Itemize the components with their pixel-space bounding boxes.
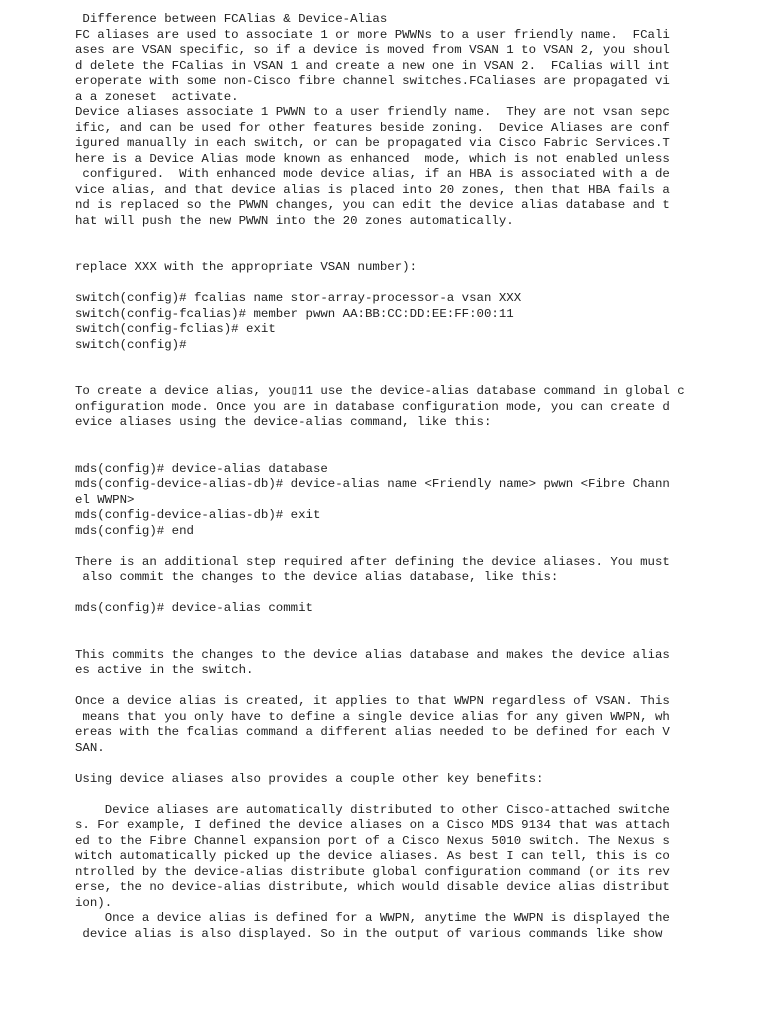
text-line: This commits the changes to the device alias database and makes the device alias — [75, 647, 670, 662]
text-line: device alias is also displayed. So in the output of various commands like show — [75, 926, 663, 941]
text-line: vice alias, and that device alias is placed into 20 zones, then that HBA fails a — [75, 182, 670, 197]
text-line: onfiguration mode. Once you are in database configuration mode, you can create d — [75, 399, 670, 414]
blank-line — [75, 586, 755, 602]
text-line: es active in the switch. — [75, 663, 254, 677]
code-line: mds(config)# end — [75, 523, 194, 538]
text-line: a a zoneset activate. — [75, 89, 239, 104]
text-line: ion). — [75, 895, 113, 910]
text-line: nd is replaced so the PWWN changes, you can edit the device alias database and t — [75, 198, 670, 212]
text-line: ific, and can be used for other features beside zoning. Device Aliases are conf — [75, 120, 670, 135]
blank-line — [75, 632, 755, 648]
text-line: also commit the changes to the device alias database, like this: — [75, 570, 559, 584]
blank-line — [75, 431, 755, 447]
text-line: Once a device alias is defined for a WWPN, anytime the WWPN is displayed the — [75, 911, 670, 925]
code-line: mds(config)# device-alias database — [75, 461, 328, 476]
text-line: ases are VSAN specific, so if a device is moved from VSAN 1 to VSAN 2, you shoul — [75, 43, 670, 57]
doc-title: Difference between FCAlias & Device-Alias — [75, 12, 388, 26]
code-line: mds(config)# device-alias commit — [75, 601, 313, 615]
code-line: switch(config)# fcalias name stor-array-processor-a vsan XXX — [75, 291, 522, 305]
blank-line — [75, 276, 755, 292]
blank-line — [75, 539, 755, 555]
blank-line — [75, 369, 755, 385]
blank-line — [75, 787, 755, 803]
text-line: igured manually in each switch, or can be propagated via Cisco Fabric Services.T — [75, 136, 670, 150]
code-line: mds(config-device-alias-db)# exit — [75, 508, 321, 522]
text-line: Using device aliases also provides a couple other key benefits: — [75, 771, 544, 786]
text-line: SAN. — [75, 740, 105, 755]
blank-line — [75, 245, 755, 261]
text-line: erse, the no device-alias distribute, which would disable device alias distribut — [75, 880, 670, 894]
text-line: hat will push the new PWWN into the 20 zones automatically. — [75, 213, 514, 228]
text-line: Once a device alias is created, it applies to that WWPN regardless of VSAN. This — [75, 694, 670, 708]
text-line: witch automatically picked up the device aliases. As best I can tell, this is co — [75, 849, 670, 863]
text-line: configured. With enhanced mode device alias, if an HBA is associated with a de — [75, 167, 670, 181]
text-line: ntrolled by the device-alias distribute global configuration command (or its rev — [75, 864, 670, 879]
code-line: switch(config)# — [75, 337, 187, 352]
text-line: means that you only have to define a single device alias for any given WWPN, wh — [75, 709, 670, 724]
code-line: el WWPN> — [75, 492, 135, 507]
text-line: d delete the FCalias in VSAN 1 and create a new one in VSAN 2. FCalias will int — [75, 58, 670, 73]
blank-line — [75, 229, 755, 245]
text-line: There is an additional step required after defining the device aliases. You must — [75, 554, 670, 569]
code-line: mds(config-device-alias-db)# device-alias name <Friendly name> pwwn <Fibre Chann — [75, 477, 670, 491]
text-line: To create a device alias, you▯11 use the device-alias database command in global c — [75, 384, 685, 398]
text-line: replace XXX with the appropriate VSAN number): — [75, 260, 418, 274]
text-line: ed to the Fibre Channel expansion port of a Cisco Nexus 5010 switch. The Nexus s — [75, 833, 670, 848]
text-line: FC aliases are used to associate 1 or more PWWNs to a user friendly name. FCali — [75, 27, 670, 42]
blank-line — [75, 756, 755, 772]
text-line: here is a Device Alias mode known as enhanced mode, which is not enabled unless — [75, 151, 670, 166]
text-line: Device aliases are automatically distributed to other Cisco-attached switche — [75, 802, 670, 817]
document-body — [75, 12, 755, 942]
text-line: evice aliases using the device-alias command, like this: — [75, 415, 492, 429]
blank-line — [75, 446, 755, 462]
code-line: switch(config-fclias)# exit — [75, 322, 276, 336]
text-line: Device aliases associate 1 PWWN to a user friendly name. They are not vsan sepc — [75, 105, 670, 119]
text-line: eroperate with some non-Cisco fibre channel switches.FCaliases are propagated vi — [75, 74, 670, 88]
blank-line — [75, 353, 755, 369]
blank-line — [75, 679, 755, 695]
text-line: s. For example, I defined the device aliases on a Cisco MDS 9134 that was attach — [75, 818, 670, 832]
blank-line — [75, 617, 755, 633]
text-line: ereas with the fcalias command a different alias needed to be defined for each V — [75, 725, 670, 739]
code-line: switch(config-fcalias)# member pwwn AA:BB:CC:DD:EE:FF:00:11 — [75, 306, 514, 321]
